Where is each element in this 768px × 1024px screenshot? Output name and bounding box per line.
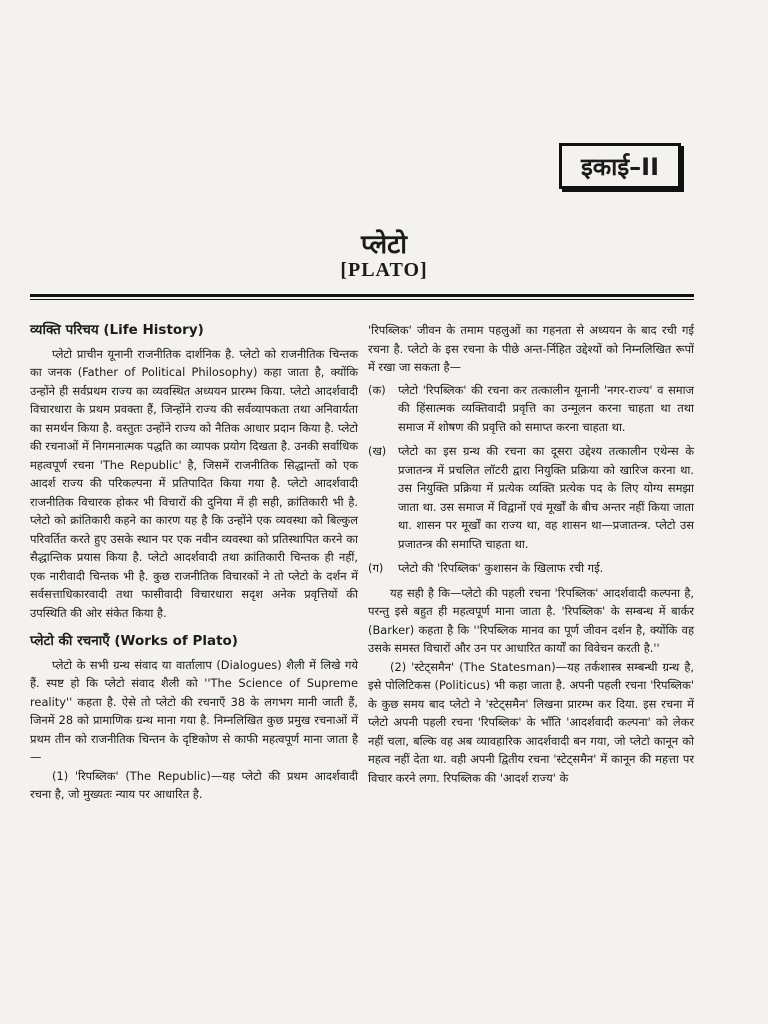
list-marker: (ख)	[368, 444, 387, 458]
list-item	[368, 442, 694, 553]
works-heading: प्लेटो की रचनाएँ (Works of Plato)	[30, 633, 238, 649]
list-marker: (ग)	[368, 561, 384, 575]
list-item-text: प्लेटो की 'रिपब्लिक' कुशासन के खिलाफ रची गई.	[398, 561, 604, 575]
right-column	[368, 321, 694, 787]
barker-paragraph: यह सही है कि—प्लेटो की पहली रचना 'रिपब्लिक' आदर्शवादी कल्पना है, परन्तु इसे बहुत ही महत्वपूर्ण माना जाता है. 'रिपब्लिक' के सम्बन्ध में बार्कर (Barker) कहता है कि ''रिपब्लिक मानव का पूर्ण जीवन दर्शन है, क्योंकि वह उसके समस्त विचारों और उन पर आधारित कार्यों का विवेचन करती है.''	[368, 585, 694, 655]
life-history-paragraph: प्लेटो प्राचीन यूनानी राजनीतिक दार्शनिक है. प्लेटो को राजनीतिक चिन्तक का जनक (Father of Political Philosophy) कहा जाता है, क्योंकि उन्होंने ही सर्वप्रथम राज्य का व्यवस्थित अध्ययन प्रारम्भ किया. प्लेटो आदर्शवादी विचारधारा के प्रथम प्रवक्ता हैं, जिन्होंने राज्य की सर्वव्यापकता तथा अनिवार्यता का समर्थन किया है. वस्तुतः उन्होंने राज्य को नैतिक आधार प्रदान किया है. प्लेटो की रचनाओं में निगमनात्मक पद्धति का व्यापक प्रयोग दिखता है. उनकी सर्वाधिक महत्वपूर्ण रचना 'The Republic' है, जिसमें राजनीतिक सिद्धान्तों को एक आदर्श राज्य की परिकल्पना में प्रतिपादित किया गया है. प्लेटो आदर्शवादी राजनीतिक विचारक होकर भी विचारों की दुनिया में ही सही, क्रांतिकारी भी है. प्लेटो को क्रांतिकारी कहने का कारण यह है कि उन्होंने एक व्यवस्था को बिल्कुल परिवर्तित करते हुए उसके स्थान पर एक नवीन व्यवस्था को प्रतिस्थापित करने का सैद्धान्तिक प्रयास किया है. प्लेटो आदर्शवादी तथा क्रांतिकारी चिन्तक ही नहीं, एक नारीवादी चिन्तक भी है. कुछ राजनीतिक विचारकों ने तो प्लेटो के दर्शन में सर्वसत्ताधिकारवादी तथा फासीवादी विचारधारा सदृश अनेक प्रवृत्तियों की उपस्थिति की ओर संकेत किया है.	[30, 346, 358, 620]
header-rule-thick	[30, 294, 694, 297]
list-item	[368, 559, 694, 578]
list-item-text: प्लेटो 'रिपब्लिक' की रचना कर तत्कालीन यूनानी 'नगर-राज्य' व समाज की हिंसात्मक व्यक्तिवादी प्रवृत्ति का उन्मूलन करना चाहता था तथा समाज में शोषण की प्रवृत्ति को समाप्त करना चाहता था.	[398, 382, 694, 434]
unit-label-box	[559, 143, 681, 189]
chapter-subtitle: [PLATO]	[340, 259, 428, 281]
republic-paragraph: (1) 'रिपब्लिक' (The Republic)—यह प्लेटो की प्रथम आदर्शवादी रचना है, जो मुख्यतः न्याय पर आधारित है.	[30, 768, 358, 801]
unit-label: इकाई–II	[580, 152, 660, 181]
statesman-paragraph: (2) 'स्टेट्समैन' (The Statesman)—यह तर्कशास्त्र सम्बन्धी ग्रन्थ है, इसे पोलिटिकस (Politicus) भी कहा जाता है. अपनी पहली रचना 'रिपब्लिक' के कुछ समय बाद प्लेटो ने 'स्टेट्समैन' लिखना प्रारम्भ कर दिया. इस रचना में प्लेटो अपनी पहली रचना 'रिपब्लिक' के भाँति 'आदर्शवादी कल्पना' को लेकर नहीं चला, बल्कि वह अब व्यावहारिक आदर्शवादी बन गया, जो प्लेटो कानून को महत्व नहीं देता था. वही अपनी द्वितीय रचना 'स्टेट्समैन' में कानून की महत्ता पर विचार करने लगा. रिपब्लिक की 'आदर्श राज्य' के	[368, 659, 694, 785]
list-item	[368, 381, 694, 437]
left-column	[30, 321, 358, 804]
works-paragraph: प्लेटो के सभी ग्रन्थ संवाद या वार्तालाप (Dialogues) शैली में लिखे गये हैं. स्पष्ट हो कि प्लेटो संवाद शैली को ''The Science of Supreme reality'' कहता है. ऐसे तो प्लेटो की रचनाएँ 38 के लगभग मानी जाती हैं, जिनमें 28 को प्रामाणिक ग्रन्थ माना गया है. निम्नलिखित कुछ प्रमुख रचनाओं में प्रथम तीन को राजनीतिक चिन्तन के दृष्टिकोण से काफी महत्वपूर्ण माना जाता है—	[30, 657, 358, 764]
chapter-title: प्लेटो	[361, 230, 407, 260]
life-history-heading: व्यक्ति परिचय (Life History)	[30, 322, 204, 338]
list-marker: (क)	[368, 382, 386, 397]
header-rule-thin	[30, 299, 694, 300]
list-item-text: प्लेटो का इस ग्रन्थ की रचना का दूसरा उद्देश्य तत्कालीन एथेन्स के प्रजातन्त्र में प्रचलित लॉटरी द्वारा नियुक्ति प्रक्रिया को खारिज करना था. उस नियुक्ति प्रक्रिया में प्रत्येक व्यक्ति प्रत्येक पद के लिए योग्य समझा जाता था. उस समाज में विद्वानों एवं मूर्खों के बीच अन्तर नहीं किया जाता था. शासन पर मूर्खों का राज्य था, वह शासन था—प्रजातन्त्र. प्लेटो उस प्रजातन्त्र की समाप्ति चाहता था.	[398, 444, 694, 551]
republic-continued-paragraph: 'रिपब्लिक' जीवन के तमाम पहलुओं का गहनता से अध्ययन के बाद रची गई रचना है. प्लेटो के इस रचना के पीछे अन्त-र्निहित उद्देश्यों को निम्नलिखित रूपों में रखा जा सकता है—	[368, 323, 694, 374]
